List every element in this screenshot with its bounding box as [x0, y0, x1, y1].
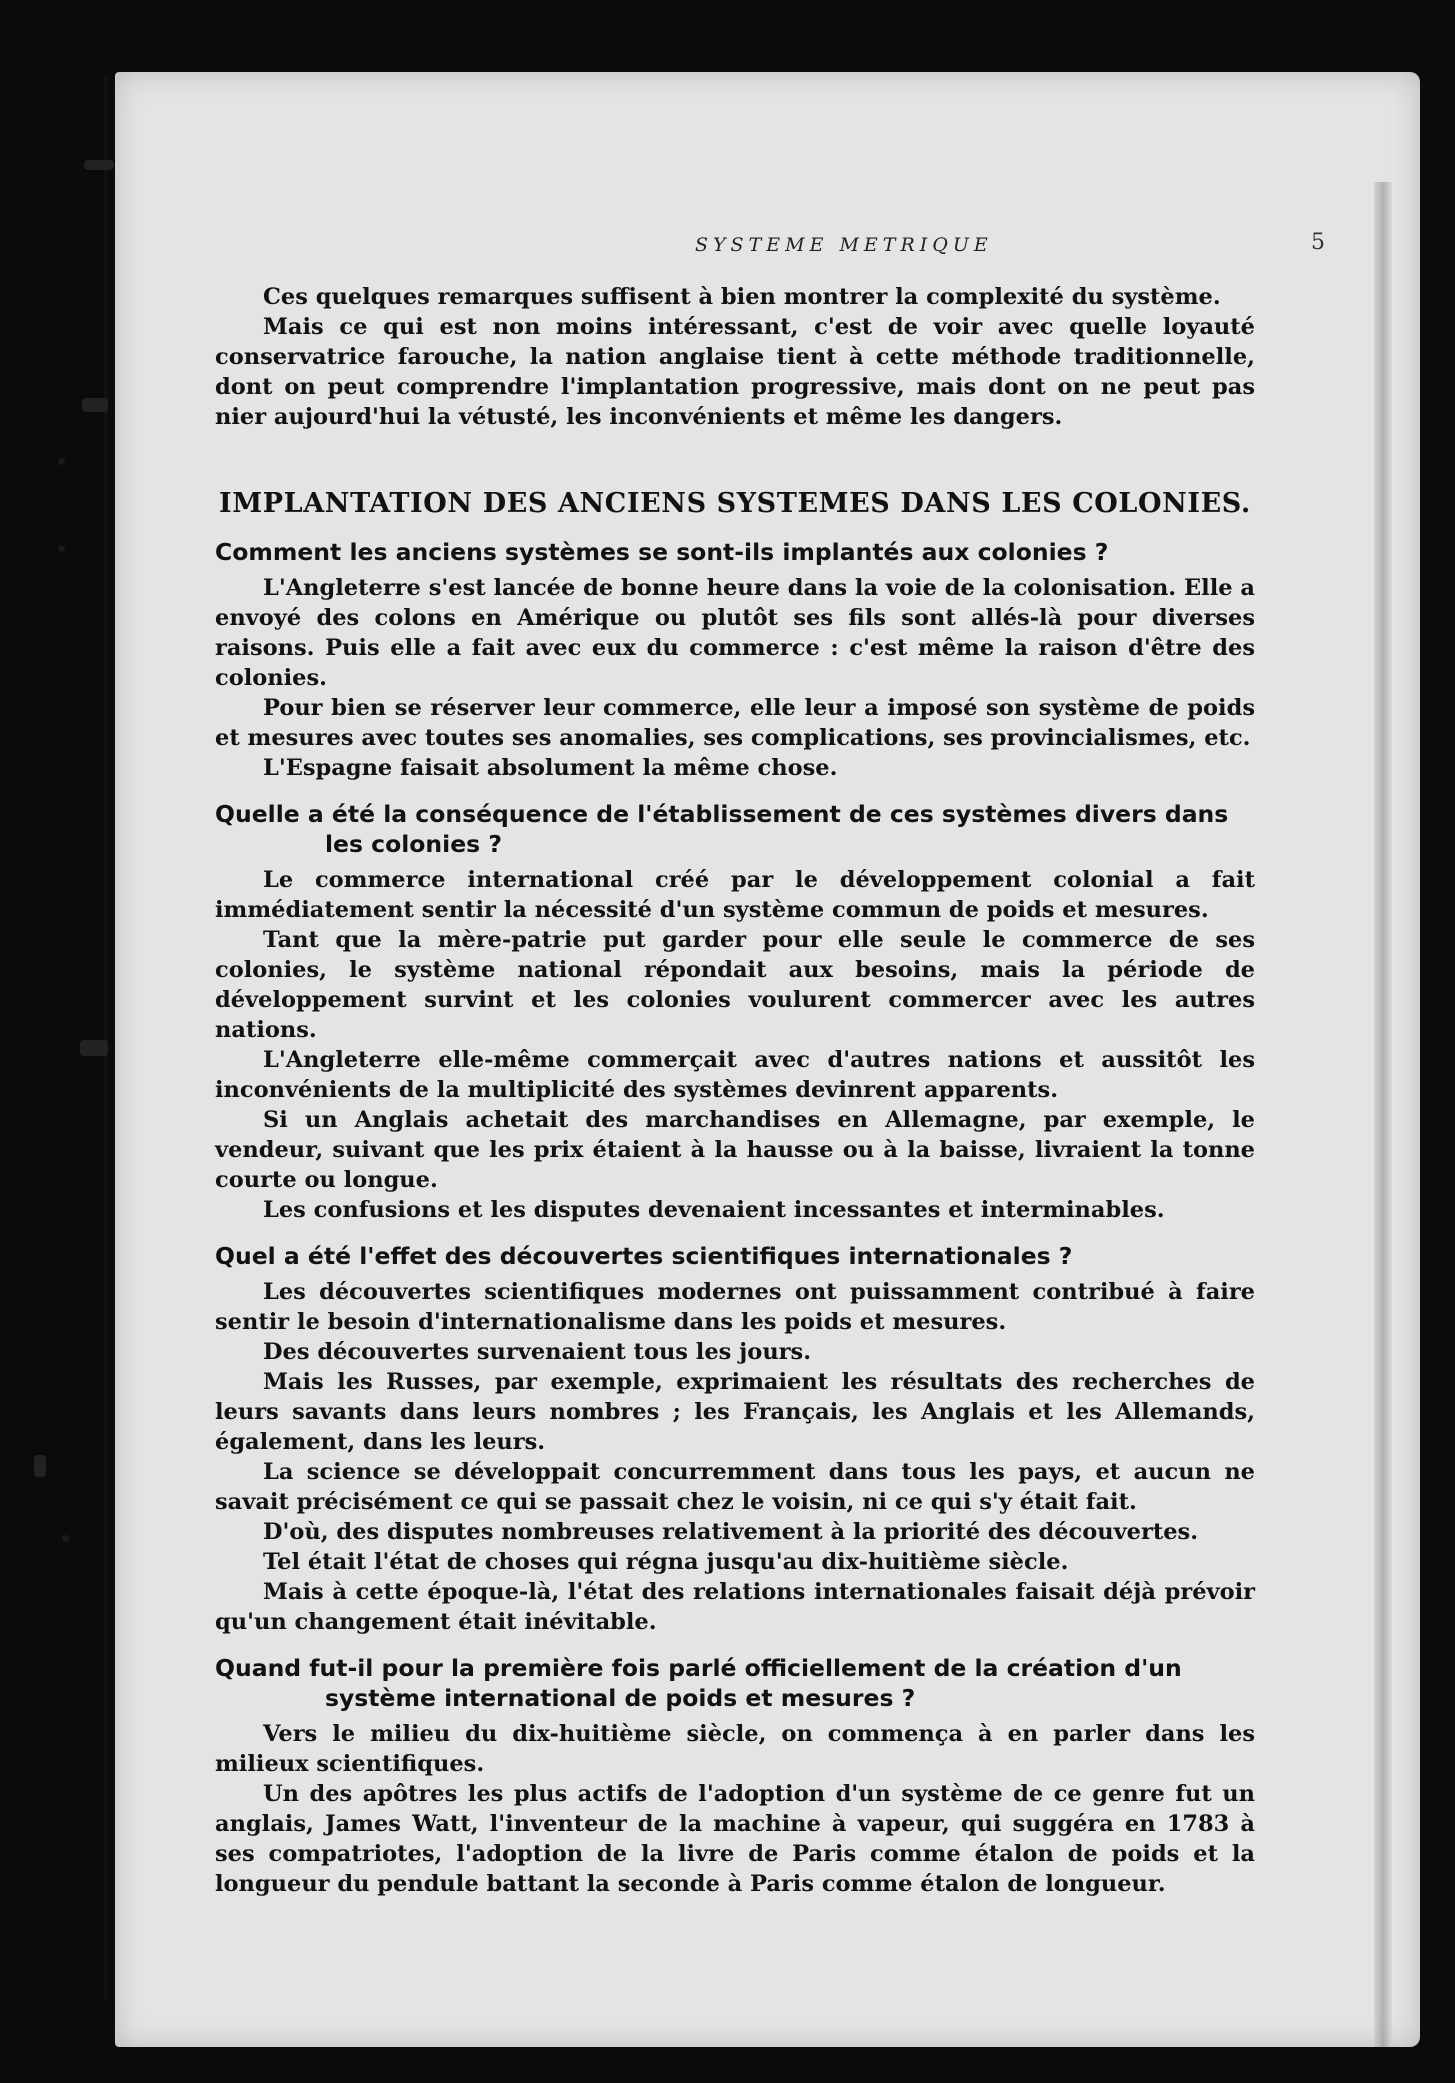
binding-mark: [84, 160, 114, 170]
answer-paragraph: D'où, des disputes nombreuses relativement à la priorité des découvertes.: [263, 1519, 1199, 1545]
section-title: IMPLANTATION DES ANCIENS SYSTEMES DANS LES COLONIES.: [219, 488, 1251, 519]
answer-paragraph: Mais les Russes, par exemple, exprimaient les résultats des recherches de leurs savants dans leurs nombres ; les Français, les Anglais et les Allemands, également, dans les leurs.: [215, 1369, 1255, 1455]
page-number: 5: [1311, 230, 1325, 255]
answer-paragraph: Tel était l'état de choses qui régna jusqu'au dix-huitième siècle.: [263, 1549, 1069, 1575]
answer-paragraph: L'Angleterre elle-même commerçait avec d'autres nations et aussitôt les inconvénients de la multiplicité des systèmes devinrent apparents.: [215, 1047, 1255, 1103]
margin-dot: [58, 545, 65, 552]
qa-block: [215, 1653, 1255, 1899]
answer-paragraph: La science se développait concurremment dans tous les pays, et aucun ne savait précisément ce qui se passait chez le voisin, ni ce qui s'y était fait.: [215, 1459, 1255, 1515]
answer-paragraph: Si un Anglais achetait des marchandises en Allemagne, par exemple, le vendeur, suivant que les prix étaient à la hausse ou à la baisse, livraient la tonne courte ou longue.: [215, 1107, 1255, 1193]
question-heading: Quelle a été la conséquence de l'établissement de ces systèmes divers dans les colonies ?: [215, 800, 1229, 858]
binding-mark: [34, 1455, 46, 1477]
answer-paragraph: Les confusions et les disputes devenaient incessantes et interminables.: [263, 1197, 1165, 1223]
book-page: [115, 72, 1420, 2047]
answer-paragraph: Mais à cette époque-là, l'état des relations internationales faisait déjà prévoir qu'un changement était inévitable.: [215, 1579, 1255, 1635]
binding-mark: [80, 1040, 108, 1056]
answer-paragraph: Le commerce international créé par le développement colonial a fait immédiatement sentir la nécessité d'un système commun de poids et mesures.: [215, 867, 1255, 923]
answer-paragraph: Pour bien se réserver leur commerce, elle leur a imposé son système de poids et mesures avec toutes ses anomalies, ses complications, ses provincialismes, etc.: [215, 695, 1255, 751]
binding-mark: [82, 398, 108, 412]
question-heading: Comment les anciens systèmes se sont-ils implantés aux colonies ?: [215, 538, 1109, 566]
margin-dot: [62, 1535, 69, 1542]
answer-paragraph: Les découvertes scientifiques modernes ont puissamment contribué à faire sentir le besoin d'internationalisme dans les poids et mesures.: [215, 1279, 1255, 1335]
answer-paragraph: Un des apôtres les plus actifs de l'adoption d'un système de ce genre fut un anglais, James Watt, l'inventeur de la machine à vapeur, qui suggéra en 1783 à ses compatriotes, l'adoption de la livre de Paris comme étalon de poids et la longueur du pendule battant la seconde à Paris comme étalon de longueur.: [215, 1781, 1255, 1897]
qa-block: [215, 537, 1255, 783]
margin-dot: [58, 458, 65, 465]
qa-block: [215, 799, 1255, 1225]
question-heading: Quel a été l'effet des découvertes scientifiques internationales ?: [215, 1242, 1073, 1270]
intro-paragraph: Mais ce qui est non moins intéressant, c'est de voir avec quelle loyauté conservatrice farouche, la nation anglaise tient à cette méthode traditionnelle, dont on peut comprendre l'implantation progressive, mais dont on ne peut pas nier aujourd'hui la vétusté, les inconvénients et même les dangers.: [215, 314, 1255, 430]
page-binding-line: [104, 75, 108, 2000]
answer-paragraph: Tant que la mère-patrie put garder pour elle seule le commerce de ses colonies, le système national répondait aux besoins, mais la période de développement survint et les colonies voulurent commercer avec les autres nations.: [215, 927, 1255, 1043]
qa-block: [215, 1241, 1255, 1637]
running-head: SYSTEME METRIQUE: [695, 234, 993, 256]
page-edge-shadow: [1374, 182, 1392, 2047]
intro-paragraph: Ces quelques remarques suffisent à bien montrer la complexité du système.: [263, 284, 1221, 310]
answer-paragraph: L'Angleterre s'est lancée de bonne heure dans la voie de la colonisation. Elle a envoyé des colons en Amérique ou plutôt ses fils sont allés-là pour diverses raisons. Puis elle a fait avec eux du commerce : c'est même la raison d'être des colonies.: [215, 575, 1255, 691]
page-body: [215, 282, 1255, 1909]
answer-paragraph: L'Espagne faisait absolument la même chose.: [263, 755, 838, 781]
answer-paragraph: Des découvertes survenaient tous les jours.: [263, 1339, 812, 1365]
intro-block: [215, 282, 1255, 432]
question-heading: Quand fut-il pour la première fois parlé officiellement de la création d'un système international de poids et mesures ?: [215, 1654, 1182, 1712]
answer-paragraph: Vers le milieu du dix-huitième siècle, on commença à en parler dans les milieux scientifiques.: [215, 1721, 1255, 1777]
